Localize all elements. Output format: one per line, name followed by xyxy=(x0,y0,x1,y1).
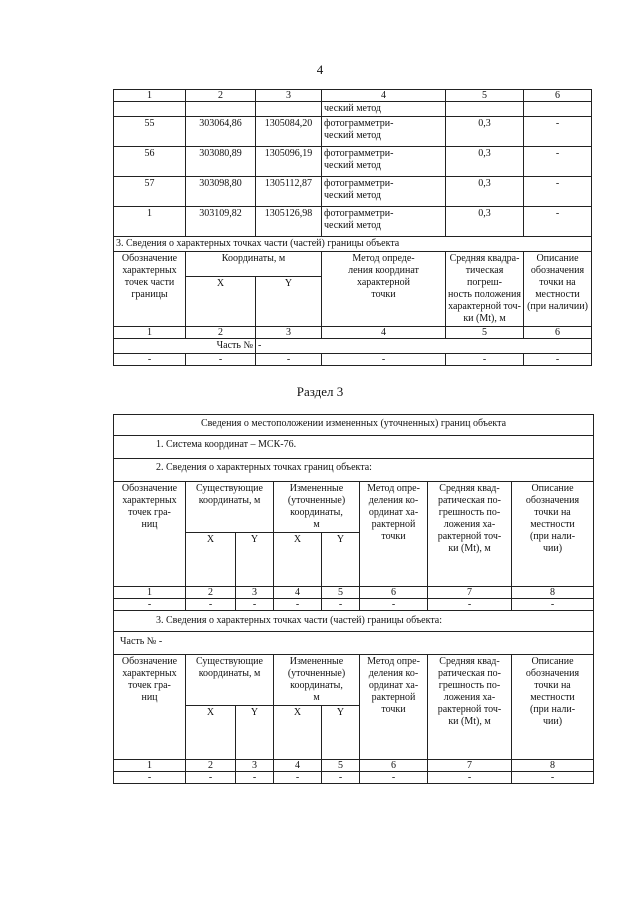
part-heading-row: 3. Сведения о характерных точках части (частей) границы объекта: xyxy=(114,611,594,632)
changed-boundaries-table: Сведения о местоположении измененных (уточненных) границ объекта 1. Система координат – МСК-76. 2. Сведения о характерных точках границ объекта: Обозначение характерных точек гра- ниц Существующие координаты, м Измененные (уточненные) координаты, м Метод опре- деления ко- ординат ха- рактерной точки Средняя квад- ратическая по- грешность по- ложения ха- рактерной точ- ки (Mt), м Описание обозначения точки на местности (при нали- чии) X Y X Y 1 2 3 4 5 6 7 8 - - - - - - - - 3. Сведения о характерных точках части (частей) границы объекта: Часть № - Обозначение характерных точек гра- ниц Существующие координаты, м Измененные (уточненные) координаты, м Метод опре- деления ко- ординат ха- рактерной точки Средняя квад- ратическая по- грешность по- ложения ха- рактерной точ- ки (Mt), м Описание обозначения точки на местности (при нали- чии) X Y X Y 1 2 3 4 5 6 7 8 - - - - - - - - xyxy=(113,414,594,784)
points-table-continued: 1 2 3 4 5 6 ческий метод 55 303064,86 1305084,20 фотограмметри- ческий метод 0,3 - 56 303080,89 1305096,19 фотограмметри- ческий метод 0,3 - 57 303098,80 1305112,87 фотограмметри- ческий метод 0,3 - 1 303109,82 1305126,98 фотограмметри- ческий метод 0,3 - 3. Сведения о характерных точках части (частей) границы объекта Обозначение характерных точек части границы Координаты, м Метод опреде- ления координат характерной точки Средняя квадра- тическая погреш- ность положения характерной точ- ки (Mt), м Описание обозначения точки на местности (при наличии) X Y 1 2 3 4 5 6 Часть № - - - - - - - xyxy=(113,89,592,366)
page-number: 4 xyxy=(316,62,324,77)
table-row: - - - - - - - - xyxy=(114,599,594,611)
part-label-row: Часть № - xyxy=(114,339,592,354)
table-row: - - - - - - xyxy=(114,354,592,366)
part-header-row: Обозначение характерных точек гра- ниц Существующие координаты, м Измененные (уточненные) координаты, м Метод опре- деления ко- ординат ха- рактерной точки Средняя квад- ратическая по- грешность по- ложения ха- рактерной точ- ки (Mt), м Описание обозначения точки на местности (при нали- чии) xyxy=(114,655,594,706)
coordinate-system-row: 1. Система координат – МСК-76. xyxy=(114,436,594,459)
section-title: Раздел 3 xyxy=(296,384,344,399)
column-numbers-row: 1 2 3 4 5 6 7 8 xyxy=(114,760,594,772)
table-row: 1 303109,82 1305126,98 фотограмметри- ческий метод 0,3 - xyxy=(114,207,592,237)
part-header-row: Обозначение характерных точек части границы Координаты, м Метод опреде- ления координат характерной точки Средняя квадра- тическая погреш- ность положения характерной точ- ки (Mt), м Описание обозначения точки на местности (при наличии) xyxy=(114,252,592,277)
column-numbers-row: 1 2 3 4 5 6 xyxy=(114,327,592,339)
part-label-row: Часть № - xyxy=(114,632,594,655)
table-row: 55 303064,86 1305084,20 фотограмметри- ческий метод 0,3 - xyxy=(114,117,592,147)
column-numbers-row: 1 2 3 4 5 6 xyxy=(114,90,592,102)
table-title-row: Сведения о местоположении измененных (уточненных) границ объекта xyxy=(114,415,594,436)
column-numbers-row: 1 2 3 4 5 6 7 8 xyxy=(114,587,594,599)
part-heading-row: 3. Сведения о характерных точках части (частей) границы объекта xyxy=(114,237,592,252)
table-row: 57 303098,80 1305112,87 фотограмметри- ческий метод 0,3 - xyxy=(114,177,592,207)
table-row: - - - - - - - - xyxy=(114,772,594,784)
header-row: Обозначение характерных точек гра- ниц Существующие координаты, м Измененные (уточненные) координаты, м Метод опре- деления ко- ординат ха- рактерной точки Средняя квад- ратическая по- грешность по- ложения ха- рактерной точ- ки (Mt), м Описание обозначения точки на местности (при нали- чии) xyxy=(114,482,594,533)
points-heading-row: 2. Сведения о характерных точках границ объекта: xyxy=(114,459,594,482)
table-row: 56 303080,89 1305096,19 фотограмметри- ческий метод 0,3 - xyxy=(114,147,592,177)
continued-row: ческий метод xyxy=(114,102,592,117)
